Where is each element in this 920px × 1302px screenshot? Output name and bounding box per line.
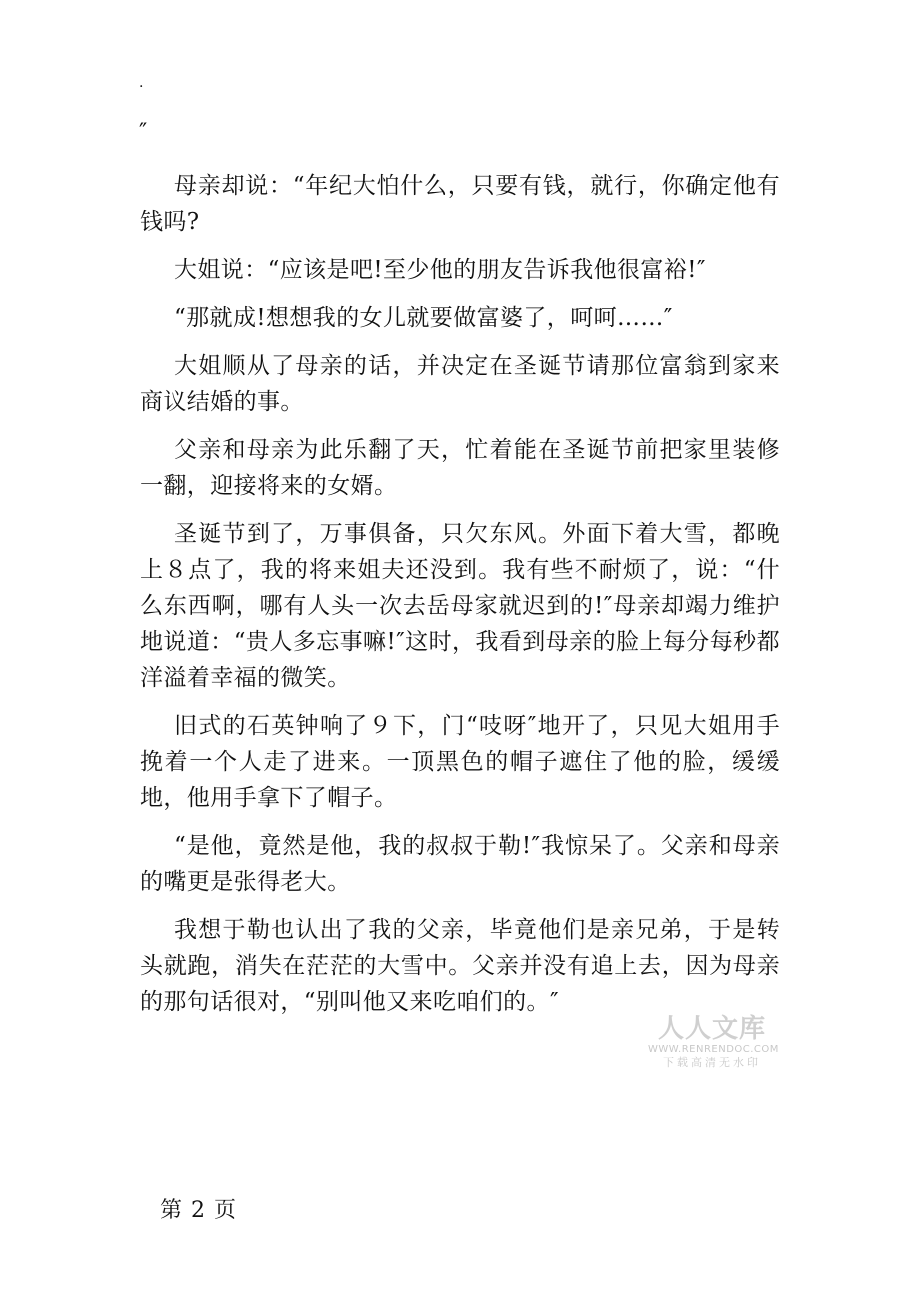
paragraph-8: “是他，竟然是他，我的叔叔于勒!″我惊呆了。父亲和母亲的嘴更是张得老大。	[140, 833, 780, 895]
watermark-subtitle: 下载高清无水印	[663, 1056, 761, 1069]
watermark-title: 人人文库	[657, 1014, 766, 1044]
paragraph-3: “那就成!想想我的女儿就要做富婆了，呵呵……″	[174, 305, 673, 331]
watermark-url: WWW.RENRENDOC.COM	[648, 1044, 779, 1055]
page-number: 第 2 页	[160, 1198, 237, 1223]
document-body	[140, 168, 780, 1032]
paragraph-7: 旧式的石英钟响了９下，门“吱呀″地开了，只见大姐用手挽着一个人走了进来。一顶黑色的帽子遮住了他的脸，缓缓地，他用手拿下了帽子。	[140, 713, 780, 811]
paragraph-9: 我想于勒也认出了我的父亲，毕竟他们是亲兄弟，于是转头就跑，消失在茫茫的大雪中。父亲并没有追上去，因为母亲的那句话很对，“别叫他又来吃咱们的。″	[140, 917, 780, 1015]
paragraph-1: 母亲却说：“年纪大怕什么，只要有钱，就行，你确定他有钱吗?	[140, 173, 780, 235]
paragraph-4: 大姐顺从了母亲的话，并决定在圣诞节请那位富翁到家来商议结婚的事。	[140, 353, 780, 415]
paragraph-2: 大姐说：“应该是吧!至少他的朋友告诉我他很富裕!″	[174, 257, 706, 283]
page-top-quote: ″	[139, 120, 148, 145]
paragraph-5: 父亲和母亲为此乐翻了天，忙着能在圣诞节前把家里装修一翻，迎接将来的女婿。	[140, 437, 780, 499]
page-top-dot: .	[139, 75, 144, 91]
paragraph-6: 圣诞节到了，万事俱备，只欠东风。外面下着大雪，都晚上８点了，我的将来姐夫还没到。我有些不耐烦了，说：“什么东西啊，哪有人头一次去岳母家就迟到的!″母亲却竭力维护地说道：“贵人多忘事嘛!″这时，我看到母亲的脸上每分每秒都洋溢着幸福的微笑。	[140, 521, 780, 691]
